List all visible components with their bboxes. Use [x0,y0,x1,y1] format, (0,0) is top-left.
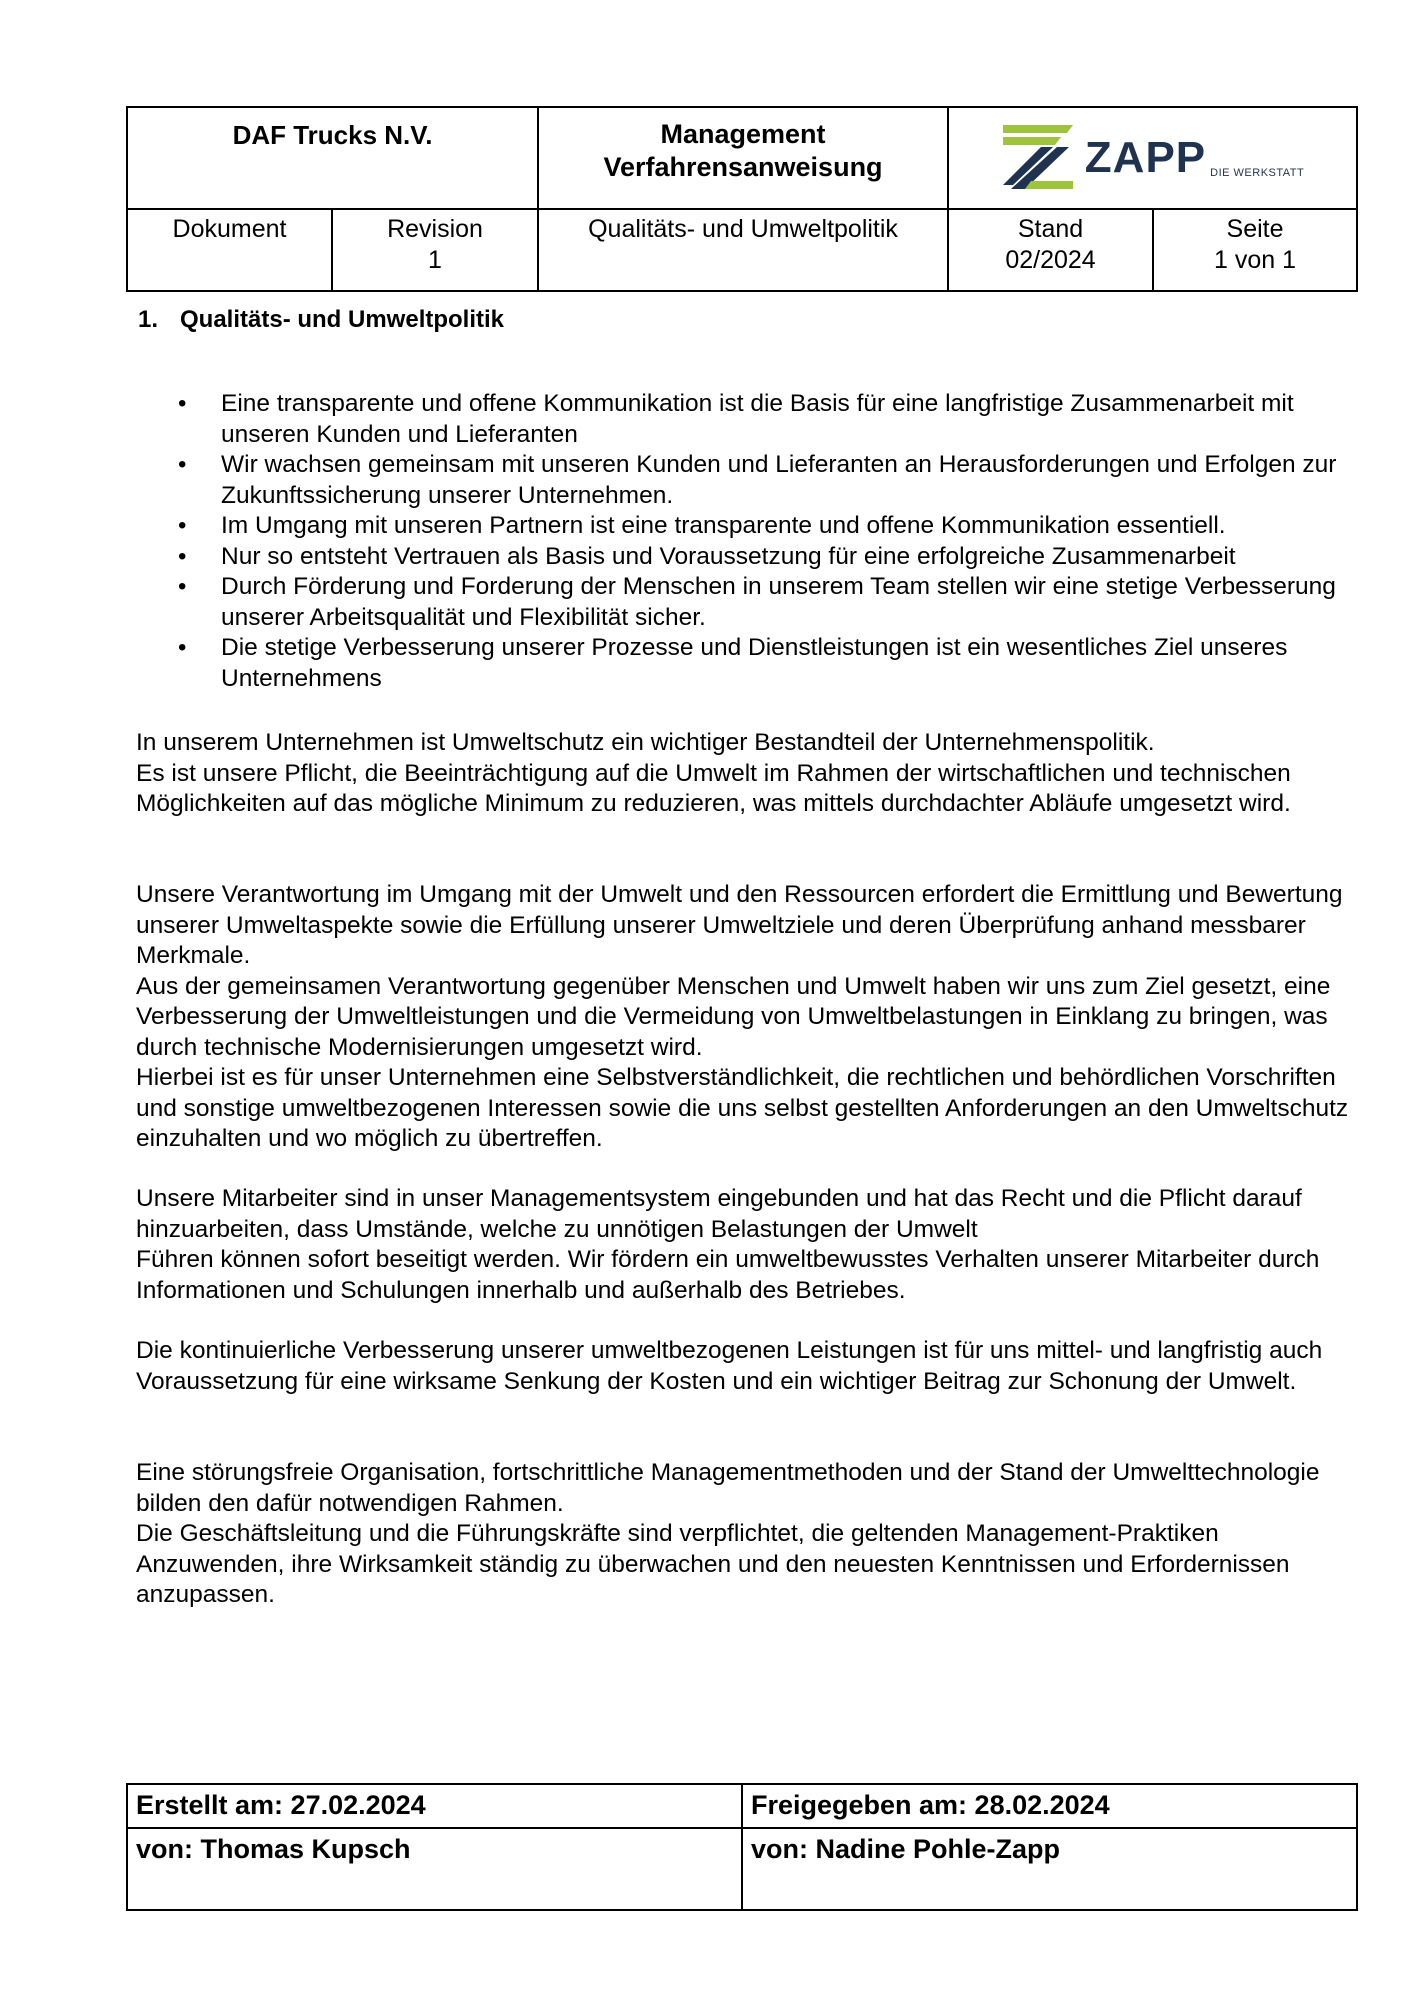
document-type-line2: Verfahrensanweisung [603,152,883,182]
policy-bullet-list [138,389,1358,694]
company-name: DAF Trucks N.V. [127,107,538,209]
logo-cell [948,107,1357,209]
paragraph-block-4 [136,1336,1358,1397]
paragraph: Die kontinuierliche Verbesserung unserer umweltbezogenen Leistungen ist für uns mittel- und langfristig auch Voraussetzung für eine wirksame Senkung der Kosten und ein wichtiger Beitrag zur Schonung der Umwelt. [136,1337,1323,1395]
dokument-label: Dokument [127,209,332,291]
bullet-item: • Im Umgang mit unseren Partnern ist eine transparente und offene Kommunikation essentiell. [138,511,1358,542]
paragraph: Unsere Mitarbeiter sind in unser Managementsystem eingebunden und hat das Recht und die Pflicht darauf hinzuarbeiten, dass Umstände, welche zu unnötigen Belastungen der Umwelt [136,1185,1302,1243]
stand-value: 02/2024 [1005,246,1096,274]
created-by: von: Thomas Kupsch [127,1828,742,1910]
revision-value: 1 [428,246,442,274]
stand-label: Stand [1017,215,1084,243]
created-date: Erstellt am: 27.02.2024 [127,1784,742,1828]
section-title: Qualitäts- und Umweltpolitik [180,306,505,333]
bullet-item: • Eine transparente und offene Kommunikation ist die Basis für eine langfristige Zusammenarbeit mit unseren Kunden und Lieferanten [138,389,1358,450]
paragraph-block-5 [136,1458,1358,1611]
document-title: Qualitäts- und Umweltpolitik [538,209,948,291]
bullet-item: • Wir wachsen gemeinsam mit unseren Kunden und Lieferanten an Herausforderungen und Erfolgen zur Zukunftssicherung unserer Unternehmen. [138,450,1358,511]
bullet-item: • Durch Förderung und Forderung der Menschen in unserem Team stellen wir eine stetige Verbesserung unserer Arbeitsqualität und Flexibilität sicher. [138,572,1358,633]
zapp-logo-icon [1001,123,1075,193]
approval-footer-table [126,1783,1358,1911]
stand-cell [948,209,1153,291]
revision-label: Revision [387,215,483,243]
paragraph-block-3 [136,1184,1358,1306]
logo-subtext: DIE WERKSTATT [1210,167,1305,179]
logo-wordmark: ZAPP [1084,133,1207,182]
paragraph: Unsere Verantwortung im Umgang mit der Umwelt und den Ressourcen erfordert die Ermittlung und Bewertung unserer Umweltaspekte sowie die Erfüllung unserer Umweltziele und deren Überprüfung anhand messbarer Merkmale. [136,881,1343,969]
paragraph: Eine störungsfreie Organisation, fortschrittliche Managementmethoden und der Stand der Umwelttechnologie bilden den dafür notwendigen Rahmen. [136,1459,1320,1517]
document-type-line1: Management [660,119,826,149]
paragraph-block-2 [136,880,1358,1155]
paragraph: Es ist unsere Pflicht, die Beeinträchtigung auf die Umwelt im Rahmen der wirtschaftlichen und technischen Möglichkeiten auf das mögliche Minimum zu reduzieren, was mittels durchdachter Abläufe umgesetzt wird. [136,759,1291,817]
seite-value: 1 von 1 [1214,246,1297,274]
paragraph: Hierbei ist es für unser Unternehmen eine Selbstverständlichkeit, die rechtlichen und behördlichen Vorschriften und sonstige umweltbezogenen Interessen sowie die uns selbst gestellten Anforderungen an den Umweltschutz einzuhalten und wo möglich zu übertreffen. [136,1064,1349,1152]
section-number: 1. [138,306,159,333]
document-header-table [126,106,1358,292]
revision-cell [332,209,538,291]
seite-label: Seite [1226,215,1284,243]
bullet-item: • Nur so entsteht Vertrauen als Basis und Voraussetzung für eine erfolgreiche Zusammenarbeit [138,542,1358,573]
approved-by: von: Nadine Pohle-Zapp [742,1828,1357,1910]
section-heading [138,305,504,335]
paragraph-block-1 [136,728,1358,820]
paragraph: Die Geschäftsleitung und die Führungskräfte sind verpflichtet, die geltenden Management-Praktiken Anzuwenden, ihre Wirksamkeit ständig zu überwachen und den neuesten Kenntnissen und Erfordernissen anzupassen. [136,1520,1290,1608]
document-type [538,107,948,209]
paragraph: In unserem Unternehmen ist Umweltschutz ein wichtiger Bestandteil der Unternehmenspolitik. [136,729,1155,756]
paragraph: Aus der gemeinsamen Verantwortung gegenüber Menschen und Umwelt haben wir uns zum Ziel gesetzt, eine Verbesserung der Umweltleistungen und die Vermeidung von Umweltbelastungen in Einklang zu bringen, was durch technische Modernisierungen umgesetzt wird. [136,972,1331,1061]
bullet-item: • Die stetige Verbesserung unserer Prozesse und Dienstleistungen ist ein wesentliches Ziel unseres Unternehmens [138,633,1358,694]
seite-cell [1153,209,1357,291]
paragraph: Führen können sofort beseitigt werden. Wir fördern ein umweltbewusstes Verhalten unserer Mitarbeiter durch Informationen und Schulungen innerhalb und außerhalb des Betriebes. [136,1246,1320,1304]
approved-date: Freigegeben am: 28.02.2024 [742,1784,1357,1828]
zapp-logo [949,123,1356,193]
